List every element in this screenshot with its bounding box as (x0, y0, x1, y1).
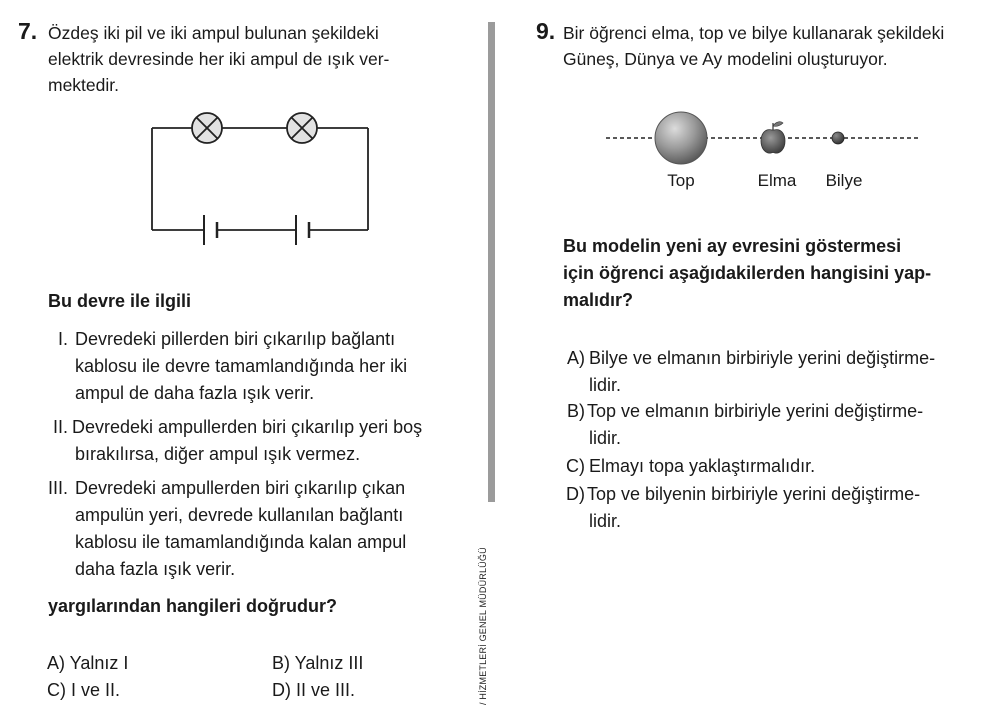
option-line: Top ve bilyenin birbiriyle yerini değiştirme- (587, 484, 921, 504)
marble-icon (832, 132, 844, 144)
option-line: Top ve elmanın birbiriyle yerini değiştirme- (587, 401, 924, 421)
statement-line: daha fazla ışık verir. (75, 559, 236, 579)
statement-number: I. (57, 329, 68, 349)
option-text (587, 398, 923, 452)
q7-intro: Bu devre ile ilgili (48, 291, 192, 311)
q7-statement-3 (46, 475, 486, 583)
q9-option-c[interactable] (563, 453, 993, 480)
q7-option-b[interactable]: B) Yalnız III (272, 653, 364, 673)
q9-stem-line: Bir öğrenci elma, top ve bilye kullanarak şekildeki (563, 23, 945, 43)
q7-option-d[interactable]: D) II ve III. (272, 680, 356, 700)
q7-number: 7. (18, 18, 38, 44)
option-text (589, 345, 935, 399)
option-line: Bilye ve elmanın birbiriyle yerini değiştirme- (589, 348, 936, 368)
statement-line: ampul de daha fazla ışık verir. (75, 383, 315, 403)
statement-line: kablosu ile tamamlandığında kalan ampul (75, 532, 407, 552)
q7-statement-2 (48, 414, 488, 468)
q9-question-line: Bu modelin yeni ay evresini göstermesi (563, 236, 902, 256)
figure-label-top: Top (667, 171, 695, 190)
statement-number: II. (52, 417, 68, 437)
q7-statement-1 (48, 326, 488, 407)
q9-question-line: için öğrenci aşağıdakilerden hangisini yap- (563, 263, 932, 283)
option-line: lidir. (589, 375, 622, 395)
bulb-icon (192, 113, 222, 143)
statement-line: Devredeki ampullerden biri çıkarılıp yeri boş (72, 417, 423, 437)
option-letter: A) (567, 348, 585, 368)
battery-icon (204, 215, 217, 245)
q7-question: yargılarından hangileri doğrudur? (48, 596, 338, 616)
sun-earth-moon-model (600, 108, 930, 198)
column-divider (488, 22, 495, 502)
ball-icon (655, 112, 707, 164)
option-letter: D) (566, 484, 585, 504)
option-line: lidir. (589, 428, 622, 448)
q7-option-c[interactable]: C) I ve II. (47, 680, 121, 700)
statement-text (75, 475, 406, 583)
q9-option-d[interactable] (563, 481, 993, 535)
option-letter: C) (566, 456, 585, 476)
option-letter: B) (567, 401, 585, 421)
statement-line: kablosu ile devre tamamlandığında her iki (75, 356, 408, 376)
q9-number: 9. (536, 18, 556, 44)
statement-line: ampulün yeri, devrede kullanılan bağlantı (75, 505, 404, 525)
statement-line: Devredeki pillerden biri çıkarılıp bağlantı (75, 329, 396, 349)
sidebar-text: / HİZMETLERİ GENEL MÜDÜRLÜĞÜ (478, 547, 488, 705)
q9-option-a[interactable] (563, 345, 993, 399)
q7-stem-line: elektrik devresinde her iki ampul de ışık ver- (48, 49, 390, 69)
q7-stem (48, 20, 389, 98)
figure-label-elma: Elma (757, 171, 797, 190)
bulb-icon (287, 113, 317, 143)
option-text (587, 481, 920, 535)
q7-stem-line: Özdeş iki pil ve iki ampul bulunan şekildeki (48, 23, 379, 43)
q9-question (563, 233, 931, 314)
statement-line: bırakılırsa, diğer ampul ışık vermez. (75, 444, 361, 464)
option-line: Elmayı topa yaklaştırmalıdır. (589, 456, 816, 476)
statement-line: Devredeki ampullerden biri çıkarılıp çıkan (75, 478, 406, 498)
battery-icon (296, 215, 309, 245)
statement-text (75, 326, 407, 407)
q9-question-line: malıdır? (563, 290, 634, 310)
q7-stem-line: mektedir. (48, 75, 119, 95)
option-text (589, 453, 815, 480)
figure-label-bilye: Bilye (825, 171, 863, 190)
option-line: lidir. (589, 511, 622, 531)
q9-option-b[interactable] (563, 398, 993, 452)
statement-text (72, 414, 422, 468)
apple-icon (761, 122, 785, 153)
circuit-diagram (140, 108, 380, 248)
statement-number: III. (47, 478, 68, 498)
q9-stem-line: Güneş, Dünya ve Ay modelini oluşturuyor. (563, 49, 888, 69)
q9-stem (563, 20, 944, 72)
q7-option-a[interactable]: A) Yalnız I (47, 653, 129, 673)
